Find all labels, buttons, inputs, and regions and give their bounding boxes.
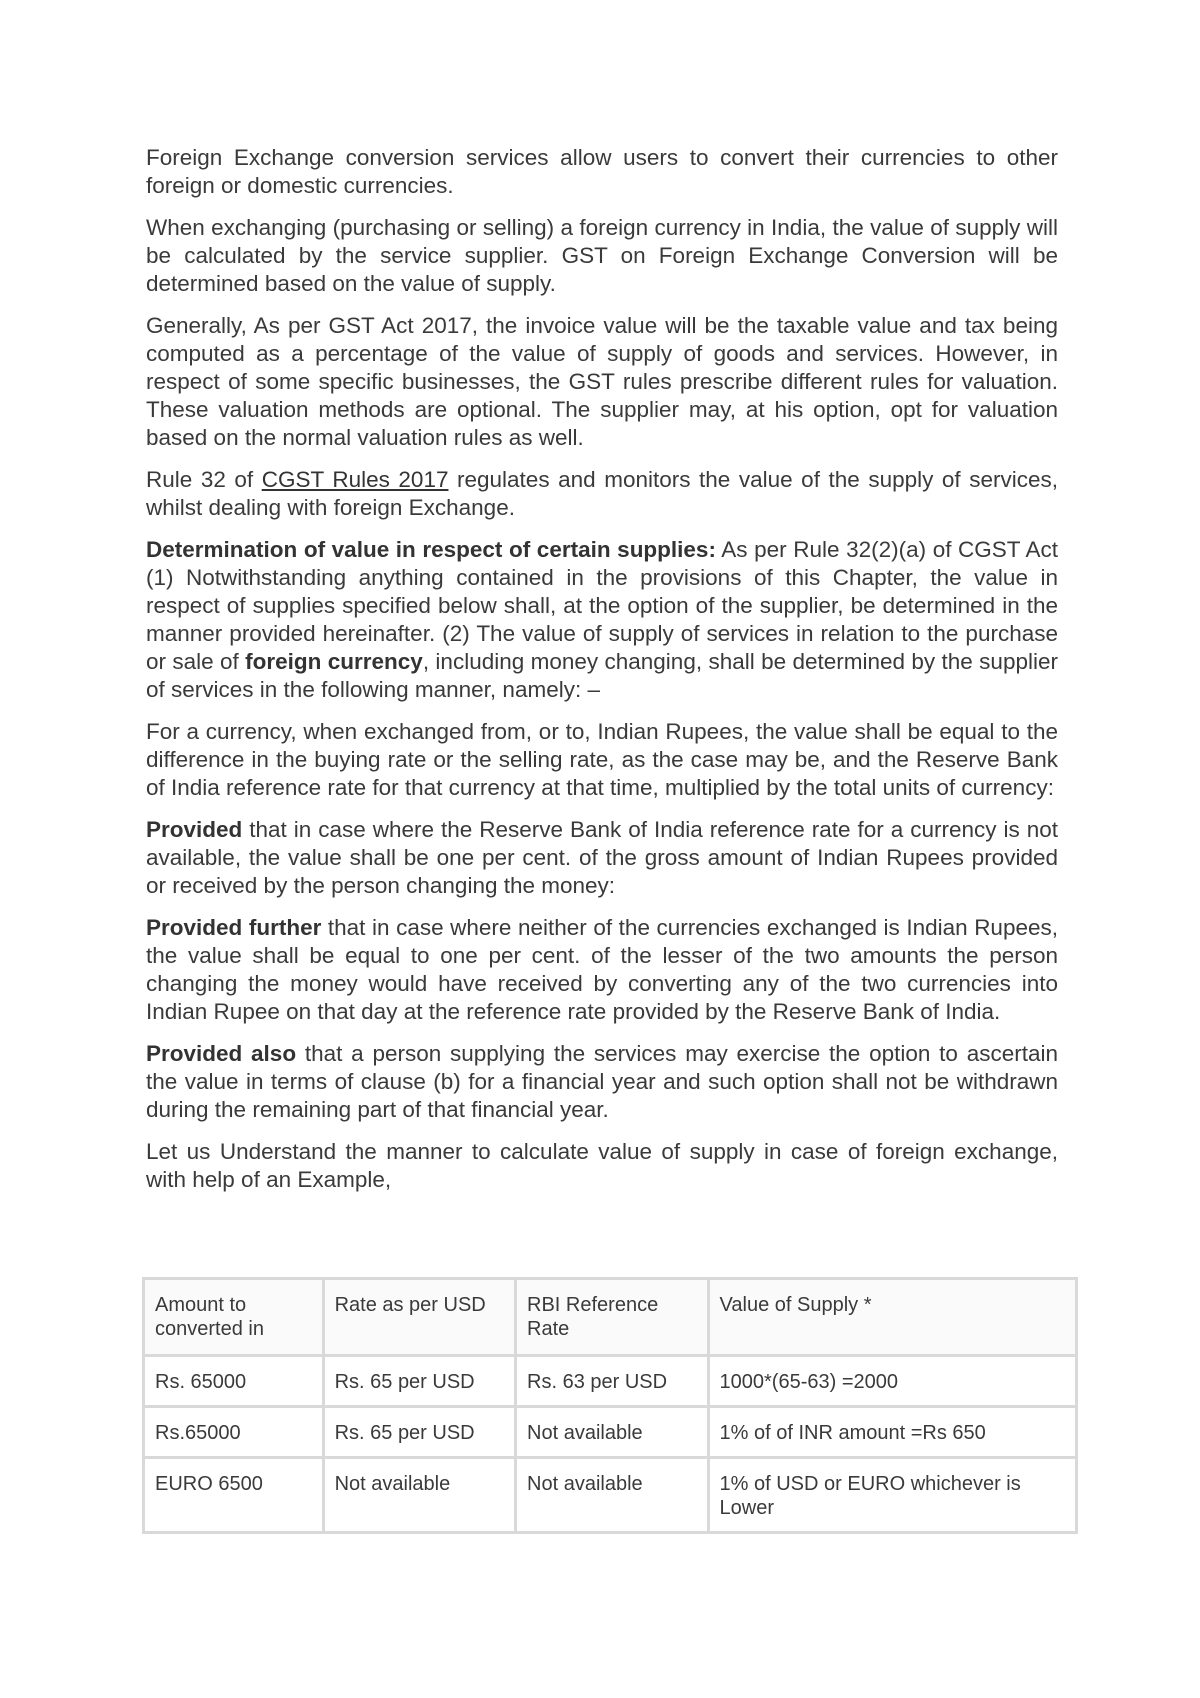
paragraph-currency-exchange: For a currency, when exchanged from, or to, Indian Rupees, the value shall be equal to the difference in the buying rate or the selling rate, as the case may be, and the Reserve Bank of India reference rate for that currency at that time, multiplied by the total units of currency: (146, 719, 1058, 800)
table-cell: 1% of USD or EURO whichever is Lower (708, 1458, 1076, 1533)
table-row (144, 1407, 1077, 1458)
paragraph-rule32: Rule 32 of CGST Rules 2017 regulates and monitors the value of the supply of services, whilst dealing with foreign Exchange. (146, 467, 1058, 520)
table-cell: Not available (516, 1407, 709, 1458)
paragraph-example-intro: Let us Understand the manner to calculate value of supply in case of foreign exchange, with help of an Example, (146, 1139, 1058, 1192)
table-header-cell: Amount to converted in (144, 1279, 324, 1356)
paragraph-intro: Foreign Exchange conversion services allow users to convert their currencies to other foreign or domestic currencies. (146, 145, 1058, 198)
paragraph-provided: Provided that in case where the Reserve Bank of India reference rate for a currency is not available, the value shall be one per cent. of the gross amount of Indian Rupees provided or received by the person changing the money: (146, 817, 1058, 898)
document-body (146, 144, 1058, 1208)
paragraph-provided-further: Provided further that in case where neither of the currencies exchanged is Indian Rupees, the value shall be equal to one per cent. of the lesser of the two amounts the person changing the money would have received by converting any of the two currencies into Indian Rupee on that day at the reference rate provided by the Reserve Bank of India. (146, 915, 1058, 1024)
table-cell: 1000*(65-63) =2000 (708, 1356, 1076, 1407)
table-header-row (144, 1279, 1077, 1356)
table-cell: 1% of of INR amount =Rs 650 (708, 1407, 1076, 1458)
table-cell: Rs. 65 per USD (323, 1407, 515, 1458)
determination-heading: Determination of value in respect of certain supplies: (146, 537, 716, 562)
table-cell: Rs. 63 per USD (516, 1356, 709, 1407)
table-row (144, 1458, 1077, 1533)
paragraph-generally: Generally, As per GST Act 2017, the invoice value will be the taxable value and tax being computed as a percentage of the value of supply of goods and services. However, in respect of some specific businesses, the GST rules prescribe different rules for valuation. These valuation methods are optional. The supplier may, at his option, opt for valuation based on the normal valuation rules as well. (146, 313, 1058, 450)
foreign-currency-term: foreign currency (245, 649, 423, 674)
table-header-cell: RBI Reference Rate (516, 1279, 709, 1356)
paragraph-determination: Determination of value in respect of certain supplies: As per Rule 32(2)(a) of CGST Act (1) Notwithstanding anything contained in the provisions of this Chapter, the value in respect of supplies specified below shall, at the option of the supplier, be determined in the manner provided hereinafter. (2) The value of supply of services in relation to the purchase or sale of foreign currency, including money changing, shall be determined by the supplier of services in the following manner, namely: – (146, 537, 1058, 702)
table-cell: Rs. 65 per USD (323, 1356, 515, 1407)
table-cell: Rs. 65000 (144, 1356, 324, 1407)
cgst-rules-link[interactable]: CGST Rules 2017 (261, 467, 449, 492)
table-cell: Not available (323, 1458, 515, 1533)
table-header-cell: Value of Supply * (708, 1279, 1076, 1356)
table-cell: Rs.65000 (144, 1407, 324, 1458)
table-cell: EURO 6500 (144, 1458, 324, 1533)
example-table (142, 1277, 1078, 1534)
paragraph-provided-also: Provided also that a person supplying the services may exercise the option to ascertain the value in terms of clause (b) for a financial year and such option shall not be withdrawn during the remaining part of that financial year. (146, 1041, 1058, 1122)
table-header-cell: Rate as per USD (323, 1279, 515, 1356)
paragraph-exchanging: When exchanging (purchasing or selling) a foreign currency in India, the value of supply will be calculated by the service supplier. GST on Foreign Exchange Conversion will be determined based on the value of supply. (146, 215, 1058, 296)
table-cell: Not available (516, 1458, 709, 1533)
table-row (144, 1356, 1077, 1407)
